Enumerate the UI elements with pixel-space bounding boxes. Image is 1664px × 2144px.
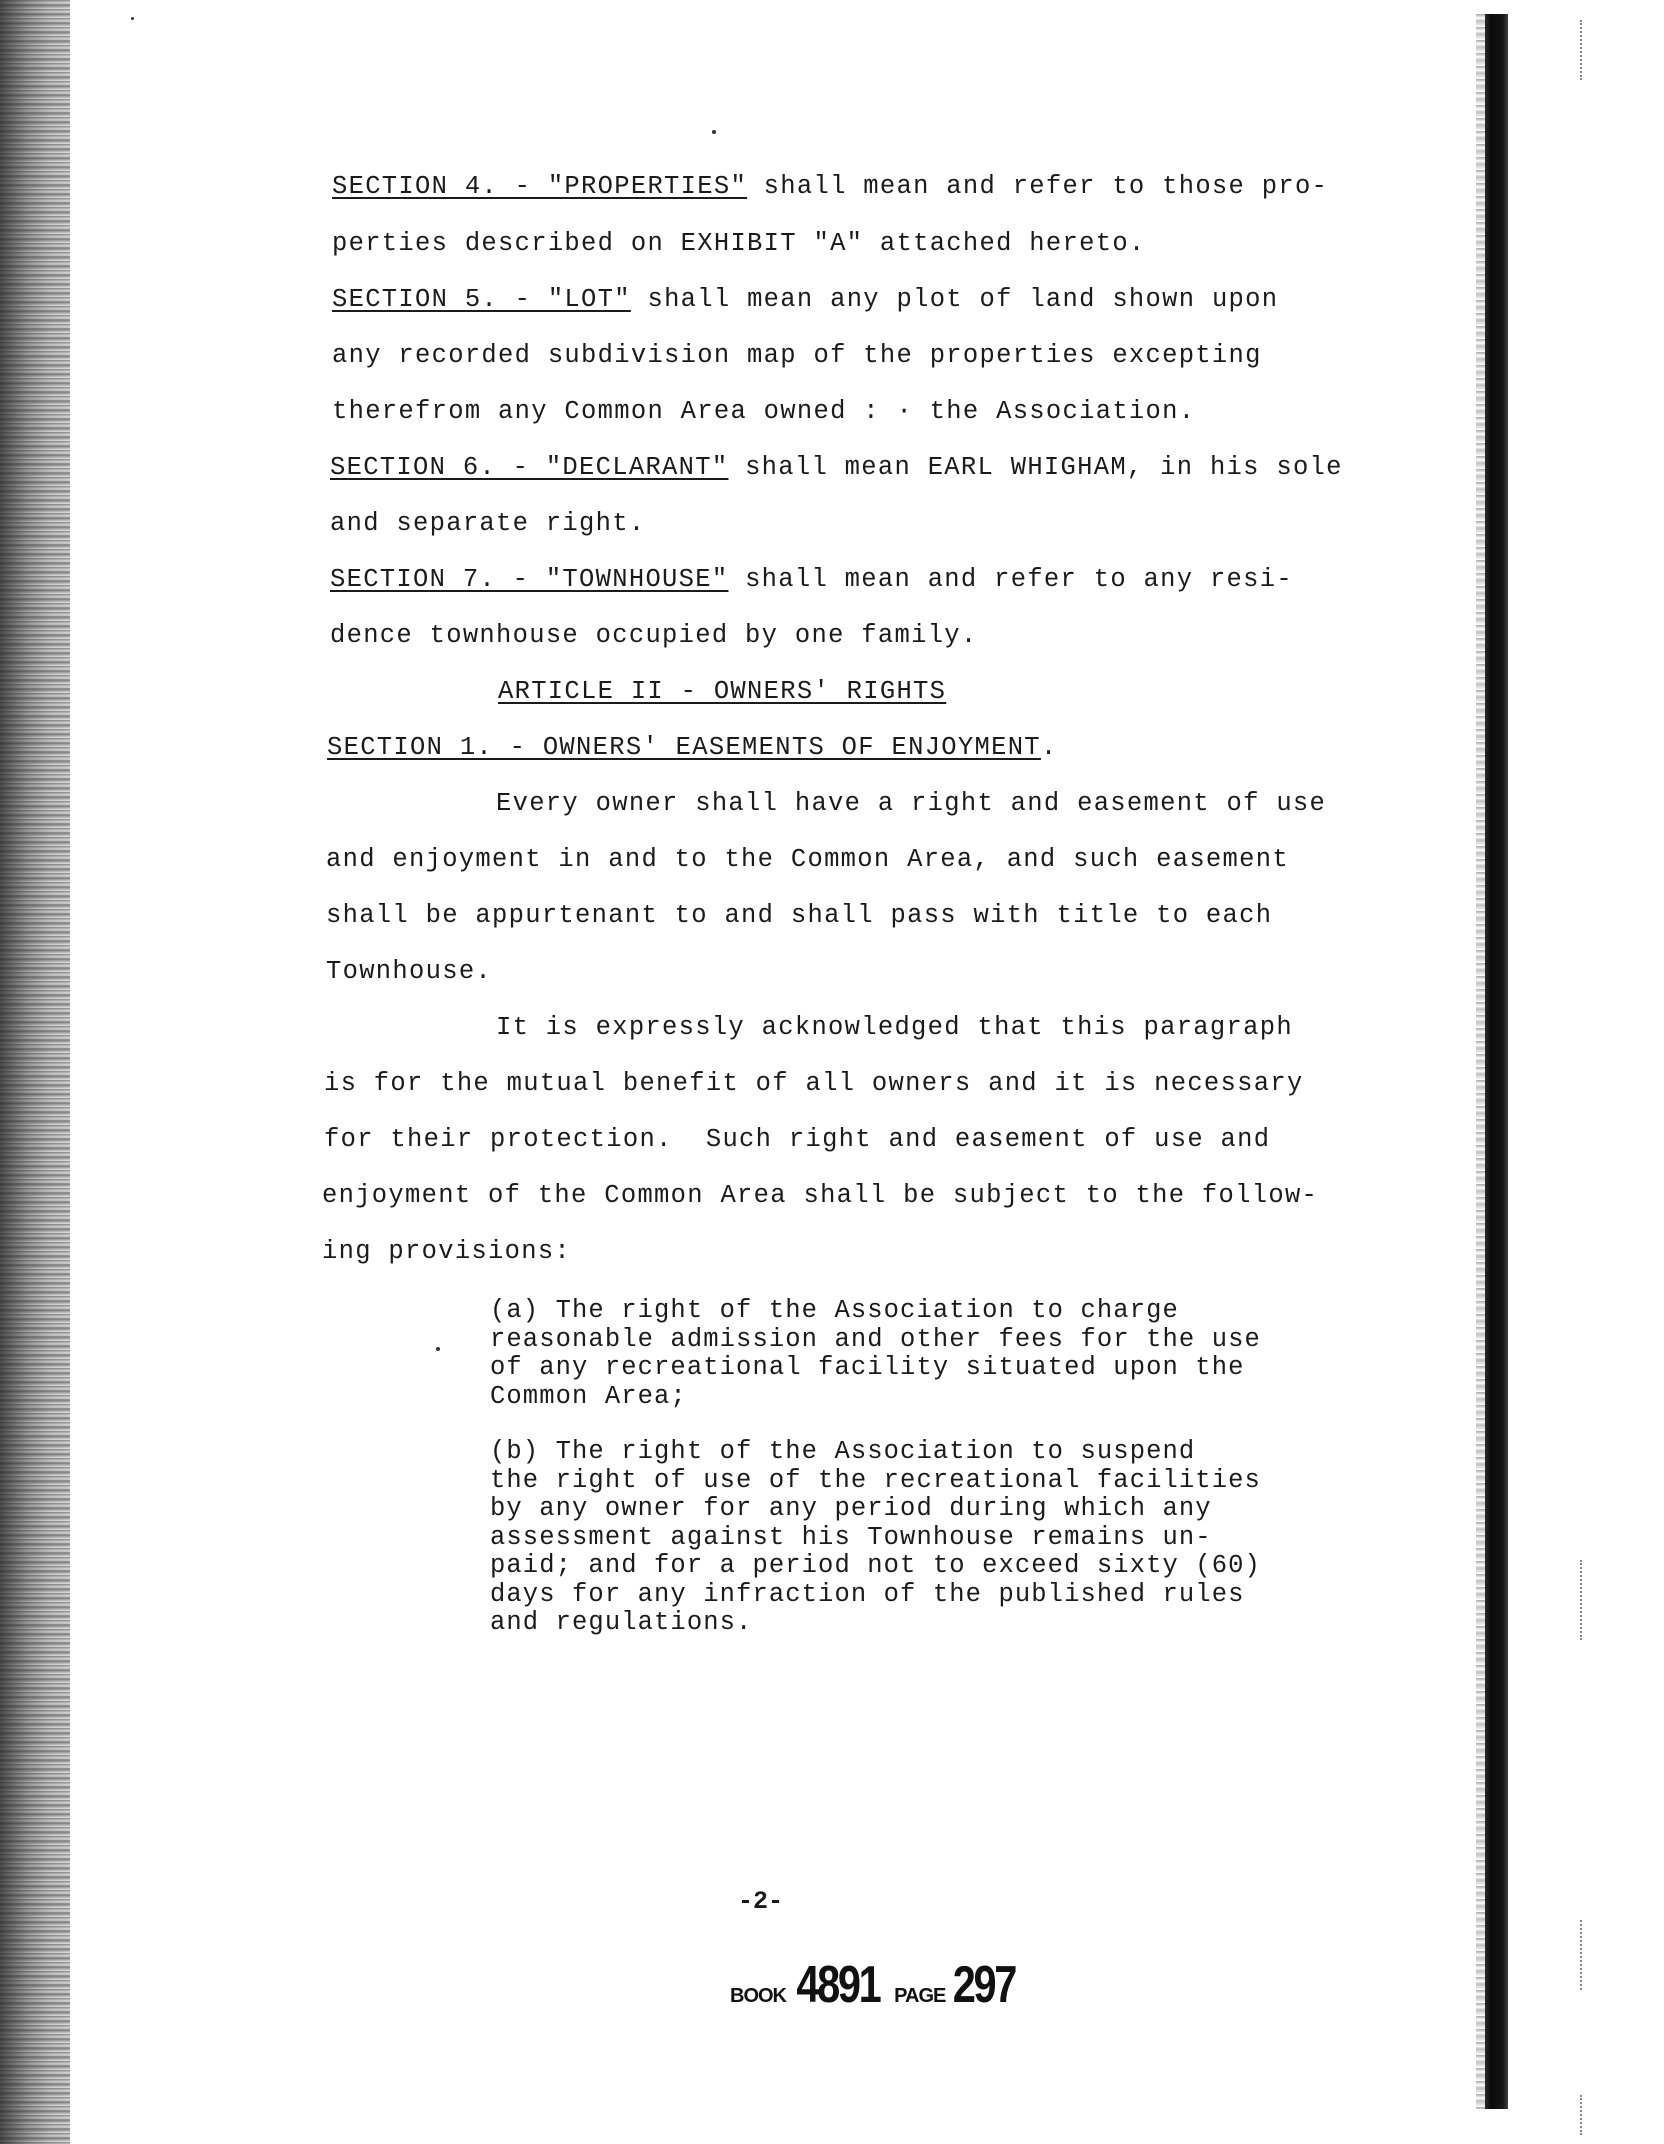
provision-a: (a) The right of the Association to charge reasonable admission and other fees for the use of any recreational facility situated upon the Common Area; [490, 1296, 1261, 1411]
section-5-continuation-2: therefrom any Common Area owned : · the Association. [332, 397, 1196, 426]
section-5-line [332, 285, 1278, 315]
scan-speck [436, 1347, 440, 1351]
section-4-continuation: perties described on EXHIBIT "A" attached hereto. [332, 229, 1146, 258]
paragraph-2-line-4: enjoyment of the Common Area shall be subject to the follow- [322, 1181, 1319, 1210]
section-6-line [330, 453, 1343, 483]
section-6-text: shall mean EARL WHIGHAM, in his sole [728, 453, 1343, 482]
scan-speck [131, 17, 134, 20]
heading-period: . [1040, 733, 1058, 762]
article-ii-section-1-heading: SECTION 1. - OWNERS' EASEMENTS OF ENJOYMENT [327, 733, 1041, 762]
section-4-line [332, 172, 1328, 202]
page-label: PAGE [894, 1985, 946, 2007]
paragraph-2-line-5: ing provisions: [322, 1237, 572, 1266]
section-5-continuation-1: any recorded subdivision map of the properties excepting [332, 341, 1262, 370]
section-7-continuation: dence townhouse occupied by one family. [330, 621, 978, 650]
paragraph-2-line-3: for their protection. Such right and easement of use and [324, 1125, 1271, 1154]
section-5-text: shall mean any plot of land shown upon [630, 285, 1279, 314]
provision-b: (b) The right of the Association to suspend the right of use of the recreational facilities by any owner for any period during which any assessment against his Townhouse remains un- paid; and for a period not to exceed sixty (60) days for any infraction of the published rules and regulations. [490, 1437, 1261, 1637]
paragraph-2-line-1: It is expressly acknowledged that this paragraph [496, 1013, 1293, 1042]
scan-right-edge [1485, 14, 1508, 2109]
paragraph-1-line-3: shall be appurtenant to and shall pass with title to each [326, 901, 1273, 930]
section-7-line [330, 565, 1293, 595]
scan-left-edge [0, 0, 70, 2144]
article-ii-section-1-line [327, 733, 1058, 763]
paragraph-1-line-4: Townhouse. [326, 957, 493, 986]
section-5-label: SECTION 5. - "LOT" [332, 285, 631, 314]
book-page-stamp [730, 1955, 1023, 2015]
scan-tick-mark [1580, 20, 1583, 80]
book-label: BOOK [730, 1985, 786, 2007]
book-number: 4891 [796, 1956, 880, 2014]
scan-tick-mark [1580, 1920, 1583, 1990]
page-number: -2- [738, 1887, 784, 1916]
paragraph-1-line-2: and enjoyment in and to the Common Area, and such easement [326, 845, 1289, 874]
scan-tick-mark [1580, 2095, 1583, 2135]
section-7-label: SECTION 7. - "TOWNHOUSE" [330, 565, 729, 594]
paragraph-2-line-2: is for the mutual benefit of all owners and it is necessary [324, 1069, 1304, 1098]
article-ii-heading: ARTICLE II - OWNERS' RIGHTS [498, 677, 947, 706]
section-4-text: shall mean and refer to those pro- [747, 172, 1329, 201]
scan-tick-mark [1580, 1560, 1583, 1640]
page-number-stamp: 297 [953, 1956, 1016, 2014]
section-7-text: shall mean and refer to any resi- [728, 565, 1293, 594]
section-6-continuation: and separate right. [330, 509, 646, 538]
paragraph-1-line-1: Every owner shall have a right and easement of use [496, 789, 1327, 818]
section-4-label: SECTION 4. - "PROPERTIES" [332, 172, 748, 201]
section-6-label: SECTION 6. - "DECLARANT" [330, 453, 729, 482]
scan-speck [712, 130, 716, 134]
